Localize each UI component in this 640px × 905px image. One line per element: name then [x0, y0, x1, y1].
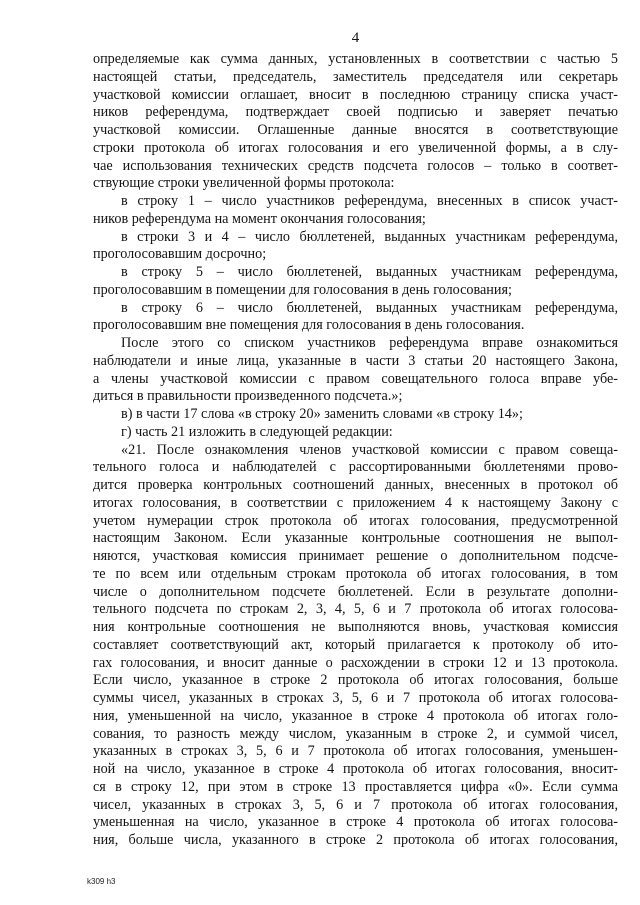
- text-line: ствующие строки увеличенной формы протокола:: [93, 175, 395, 192]
- text-line: участковой комиссии. Оглашенные данные вносятся в соответствующие: [93, 122, 618, 138]
- text-line: указанных в строках 3, 5, 6 и 7 протокола об итогах голосования, уменьшен-: [93, 743, 618, 760]
- text-line: в строку 6 – число бюллетеней, выданных участникам референдума,: [121, 299, 618, 316]
- text-line: в) в части 17 слова «в строку 20» заменить словами «в строку 14»;: [121, 406, 523, 422]
- text-line: ников референдума, подтверждает своей подписью и заверяет печатью: [93, 104, 618, 121]
- text-line: ния контрольные соотношения не выполняются вновь, участковая комиссия: [93, 619, 618, 635]
- text-line: диться в правильности произведенного подсчета.»;: [93, 388, 403, 405]
- text-line: г) часть 21 изложить в следующей редакции:: [121, 423, 393, 440]
- text-line: настоящей статьи, председатель, заместитель председателя или секретарь: [93, 68, 618, 85]
- text-line: проголосовавшим в помещении для голосования в день голосования;: [93, 281, 512, 298]
- paragraph: [93, 406, 618, 424]
- text-line: в строки 3 и 4 – число бюллетеней, выданных участникам референдума,: [121, 228, 618, 245]
- text-line: в строку 1 – число участников референдума, внесенных в список участ-: [121, 193, 618, 209]
- text-line: тельного голоса и наблюдателей с рассортированными бюллетенями прово-: [93, 459, 618, 476]
- text-line: определяемые как сумма данных, установленных в соответствии с частью 5: [93, 51, 618, 67]
- text-line: чисел, указанных в строках 3, 5, 6 и 7 протокола об итогах голосования,: [93, 796, 618, 813]
- paragraph: [93, 300, 618, 336]
- text-line: тельного подсчета по строкам 2, 3, 4, 5, 6 и 7 протокола об итогах голосова-: [93, 601, 618, 618]
- text-line: ния, уменьшенной на число, указанное в строке 4 протокола об итогах голо-: [93, 707, 618, 724]
- text-line: участковой комиссии оглашает, вносит в последнюю страницу списка участ-: [93, 86, 618, 103]
- text-line: няются, участковая комиссия принимает решение о дополнительном подсче-: [93, 548, 618, 564]
- text-line: ников референдума на момент окончания голосования;: [93, 210, 426, 227]
- paragraph: [93, 193, 618, 229]
- document-body: [93, 51, 618, 850]
- text-line: ния, больше числа, указанного в строке 2 протокола об итогах голосования,: [93, 832, 618, 848]
- text-line: ной на число, указанное в строке 4 протокола об итогах голосования, вносит-: [93, 761, 618, 777]
- footer-document-code: k309 h3: [87, 877, 116, 886]
- text-line: составляет соответствующий акт, который прилагается к протоколу об ито-: [93, 636, 618, 653]
- text-line: строки протокола об итогах голосования и его увеличенной формы, а в слу-: [93, 139, 618, 156]
- text-line: гах голосования, и вносит данные о расхождении в строки 12 и 13 протокола.: [93, 654, 618, 671]
- text-line: суммы чисел, указанных в строках 3, 5, 6 и 7 протокола об итогах голосова-: [93, 690, 618, 706]
- text-line: в строку 5 – число бюллетеней, выданных участникам референдума,: [121, 264, 618, 280]
- page-number: 4: [351, 30, 360, 46]
- text-line: дится проверка контрольных соотношений данных, внесенных в протокол об: [93, 477, 618, 493]
- text-line: сования, то разность между числом, указанным в строке 2, и суммой чисел,: [93, 725, 618, 742]
- paragraph: [93, 442, 618, 850]
- text-line: После этого со списком участников референдума вправе ознакомиться: [121, 335, 618, 351]
- text-line: числе о дополнительном подсчете бюллетеней. Если в результате дополни-: [93, 583, 618, 600]
- text-line: настоящим Законом. Если указанные контрольные соотношения не выпол-: [93, 530, 618, 547]
- text-line: проголосовавшим досрочно;: [93, 246, 267, 263]
- paragraph: [93, 229, 618, 265]
- text-line: проголосовавшим вне помещения для голосования в день голосования.: [93, 317, 525, 334]
- paragraph: [93, 51, 618, 193]
- text-line: те по всем или отдельным строкам протокола об итогах голосования, в том: [93, 565, 618, 582]
- text-line: ся в строку 12, при этом в строке 13 проставляется цифра «0». Если сумма: [93, 778, 618, 795]
- text-line: итогах голосования, в соответствии с приложением 4 к настоящему Закону с: [93, 494, 618, 511]
- paragraph: [93, 264, 618, 300]
- text-line: Если число, указанное в строке 2 протокола об итогах голосования, больше: [93, 672, 618, 689]
- text-line: «21. После ознакомления членов участковой комиссии с правом совеща-: [121, 441, 618, 458]
- text-line: а члены участковой комиссии с правом совещательного голоса вправе убе-: [93, 370, 618, 387]
- text-line: наблюдатели и иные лица, указанные в части 3 статьи 20 настоящего Закона,: [93, 352, 618, 369]
- paragraph: [93, 424, 618, 442]
- text-line: учетом нумерации строк протокола об итогах голосования, предусмотренной: [93, 512, 618, 529]
- text-line: уменьшенная на число, указанное в строке 4 протокола об итогах голосова-: [93, 814, 618, 831]
- paragraph: [93, 335, 618, 406]
- text-line: чае использования технических средств подсчета голосов – только в соответ-: [93, 157, 618, 174]
